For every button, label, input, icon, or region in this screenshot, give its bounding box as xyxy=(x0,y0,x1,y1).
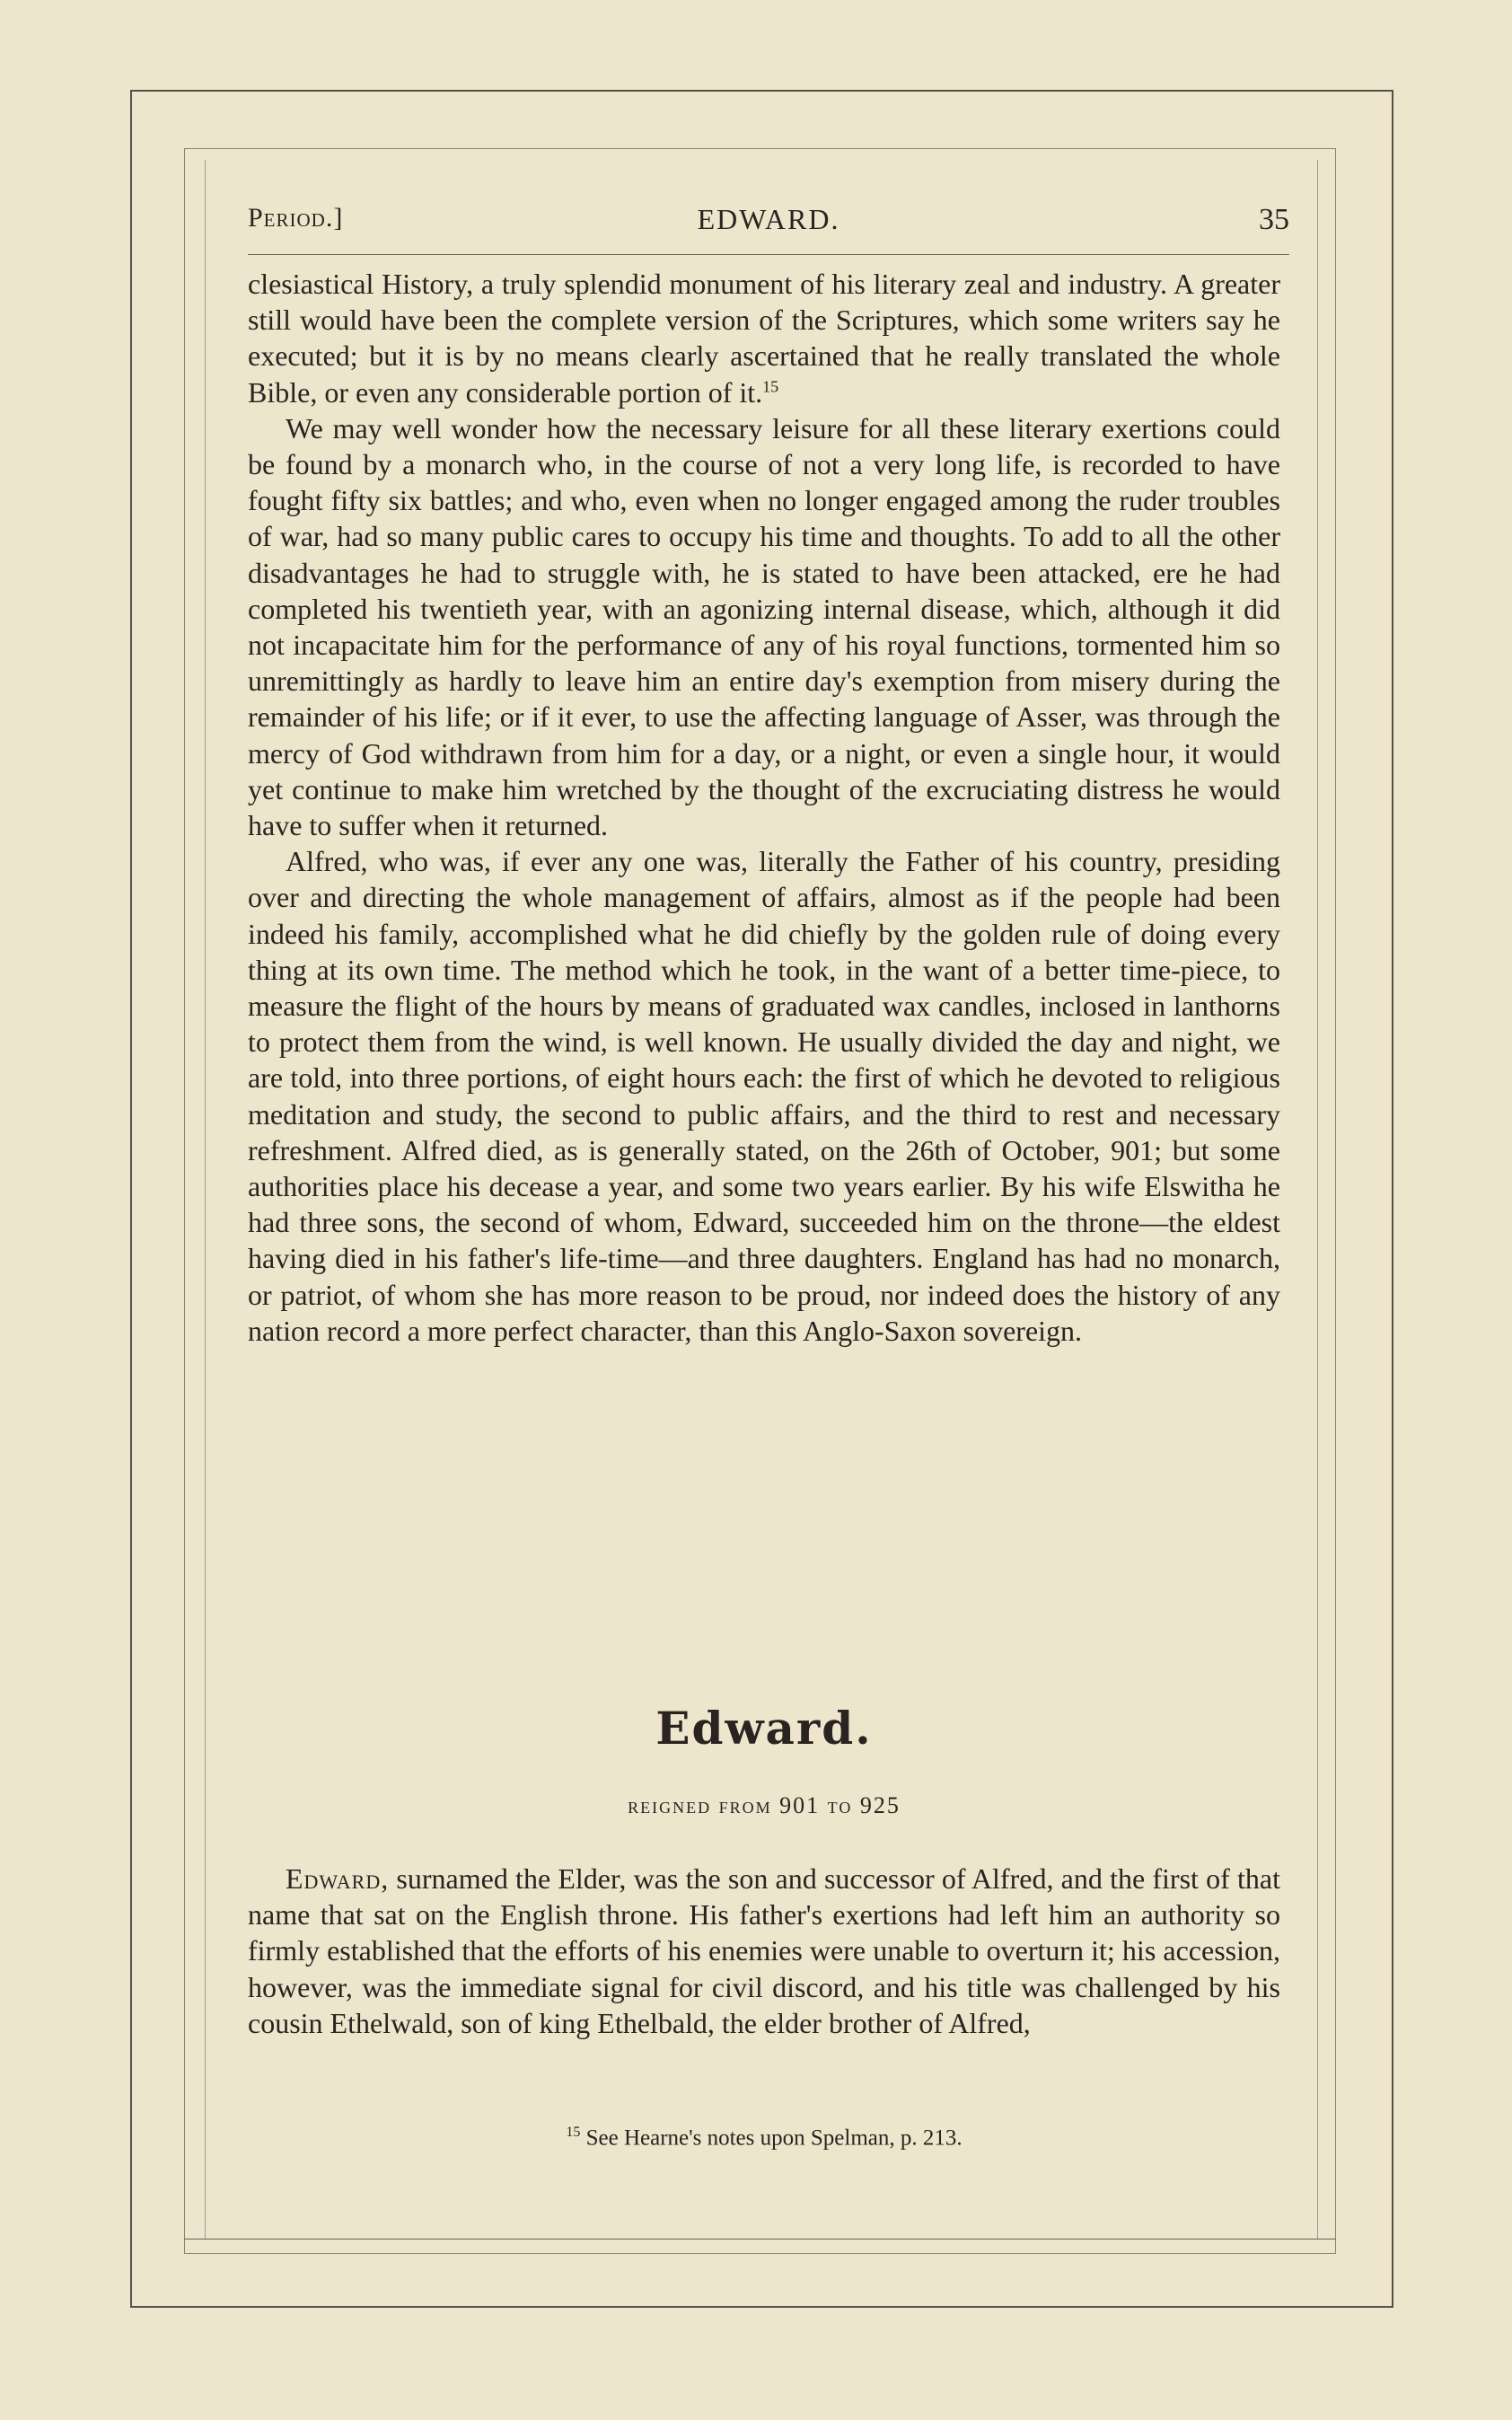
header-section: Period.] xyxy=(248,203,344,233)
edward-lead: Edward, xyxy=(286,1862,390,1895)
footnote xyxy=(248,2125,1280,2151)
section-title: Edward. xyxy=(655,1702,873,1755)
section-subtitle: reigned from 901 to 925 xyxy=(628,1792,901,1818)
header-rule xyxy=(248,254,1289,255)
body-text xyxy=(248,266,1280,1349)
paragraph-2: We may well wonder how the necessary leisure for all these literary exertions could be found by a monarch who, in the course of not a very long life, is recorded to have fought fifty six battles; and who, even when no longer engaged among the ruder troubles of war, had so many public cares to occupy his time and thoughts. To add to all the other disadvantages he had to struggle with, he is stated to have been attacked, ere he had completed his twentieth year, with an agonizing internal disease, which, although it did not incapacitate him for the performance of any of his royal functions, tormented him so unremittingly as hardly to leave him an entire day's exemption from misery during the remainder of his life; or if it ever, to use the affecting language of Asser, was through the mercy of God withdrawn from him for a day, or a night, or even a single hour, it would yet continue to make him wretched by the thought of the excruciating distress he would have to suffer when it returned. xyxy=(248,411,1280,842)
paragraph-3: Alfred, who was, if ever any one was, literally the Father of his country, presiding over and directing the whole management of affairs, almost as if the people had been indeed his family, accomplished what he did chiefly by the golden rule of doing every thing at its own time. The method which he took, in the want of a better time-piece, to measure the flight of the hours by means of graduated wax candles, inclosed in lanthorns to protect them from the wind, is well known. He usually divided the day and night, we are told, into three portions, of eight hours each: the first of which he devoted to religious meditation and study, the second to public affairs, and the third to rest and necessary refreshment. Alfred died, as is generally stated, on the 26th of October, 901; but some authorities place his decease a year, and some two years earlier. By his wife Elswitha he had three sons, the second of whom, Edward, succeeded him on the throne—the eldest having died in his father's life-time—and three daughters. England has had no monarch, or patriot, of whom she has more reason to be proud, nor indeed does the history of any nation record a more perfect character, than this Anglo-Saxon sovereign. xyxy=(248,845,1280,1347)
edward-text xyxy=(248,1861,1280,2041)
footnote-number: 15 xyxy=(566,2125,581,2140)
footnote-text: See Hearne's notes upon Spelman, p. 213. xyxy=(580,2125,963,2151)
bottom-rule xyxy=(184,2239,1336,2240)
paragraph-1: clesiastical History, a truly splendid monument of his literary zeal and industry. A greater still would have been the complete version of the Scriptures, which some writers say he executed; but it is by no means clearly ascertained that he really translated the whole Bible, or even any considerable portion of it.$^{15}$ xyxy=(248,268,1280,409)
running-header xyxy=(248,199,1289,244)
header-title: EDWARD. xyxy=(697,203,840,235)
page-number: 35 xyxy=(1259,203,1289,236)
footnote-ref: 15 xyxy=(762,376,779,395)
edward-paragraph: Edward, surnamed the Elder, was the son and successor of Alfred, and the first of that name that sat on the English throne. His father's exertions had left him an authority so firmly established that the efforts of his enemies were unable to overturn it; his accession, however, was the immediate signal for civil discord, and his title was challenged by his cousin Ethelwald, son of king Ethelbald, the elder brother of Alfred, xyxy=(248,1862,1280,2039)
